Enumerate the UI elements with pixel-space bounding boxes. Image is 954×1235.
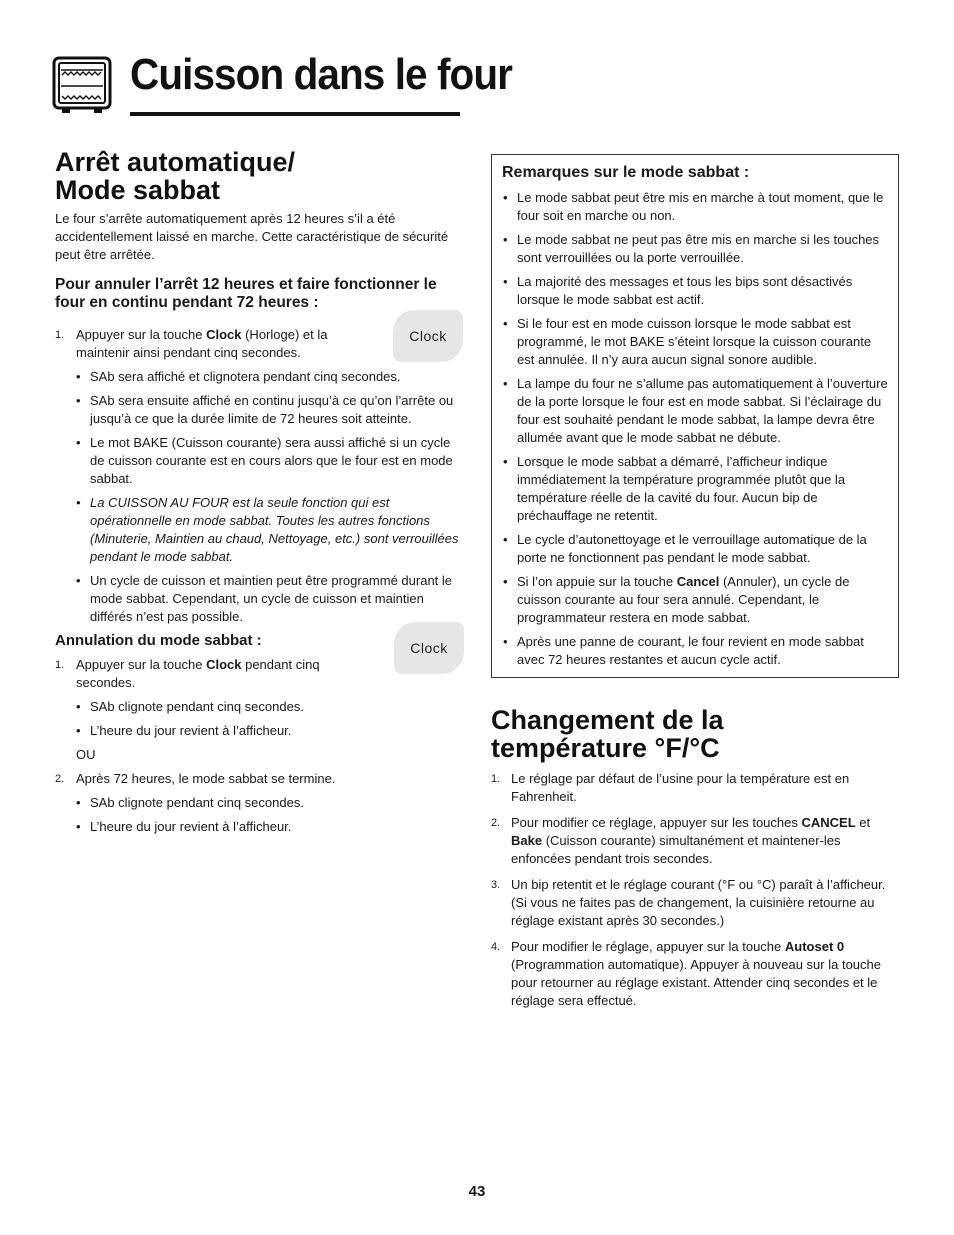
key-name: Clock bbox=[206, 657, 242, 672]
page-header bbox=[52, 50, 512, 118]
annul-heading: Annulation du mode sabbat : bbox=[55, 632, 262, 649]
temperature-steps bbox=[491, 770, 899, 1010]
step-item bbox=[55, 326, 465, 362]
list-item: • L’heure du jour revient à l’afficheur. bbox=[76, 722, 465, 740]
list-item: • La CUISSON AU FOUR est la seule fonction qui est opérationnelle en mode sabbat. Toutes les autres fonctions (Minuterie, Maintien au chaud, Nettoyage, etc.) sont verrouillées pendant le mode sabbat. bbox=[76, 494, 465, 566]
step-number: 1. bbox=[491, 773, 501, 785]
step-number: 3. bbox=[491, 879, 501, 891]
cancel-12h-heading: Pour annuler l’arrêt 12 heures et faire fonctionner le four en continu pendant 72 heures : bbox=[55, 276, 437, 311]
heading-line: Changement de la bbox=[491, 705, 724, 735]
key-name: Clock bbox=[206, 327, 242, 342]
bullet-list bbox=[55, 368, 465, 626]
left-column bbox=[55, 148, 465, 836]
notes-list bbox=[502, 189, 888, 669]
oven-icon bbox=[52, 56, 112, 114]
right-column bbox=[491, 154, 899, 1010]
bullet-list bbox=[55, 698, 465, 740]
step-number: 2. bbox=[55, 773, 65, 785]
step-text: (Horloge) et la maintenir ainsi pendant cinq secondes. bbox=[76, 327, 328, 360]
step-text: pendant cinq secondes. bbox=[76, 657, 320, 690]
step-item bbox=[491, 876, 899, 930]
list-item: • La majorité des messages et tous les bips sont désactivés lorsque le mode sabbat est actif. bbox=[502, 273, 888, 309]
page-number: 43 bbox=[468, 1183, 486, 1200]
bullet-list bbox=[55, 794, 465, 836]
step-text: (Programmation automatique). Appuyer à nouveau sur la touche pour retourner au réglage existant. Attender cinq secondes et le réglage sera effectué. bbox=[511, 957, 881, 1008]
section-heading-temperature bbox=[491, 706, 899, 762]
clock-key-button[interactable] bbox=[394, 622, 464, 674]
step-text: et bbox=[855, 815, 871, 830]
list-item: • Le mode sabbat ne peut pas être mis en marche si les touches sont verrouillées ou la porte verrouillée. bbox=[502, 231, 888, 267]
step-number: 1. bbox=[55, 659, 65, 671]
step-text: Appuyer sur la touche bbox=[76, 657, 207, 672]
step-number: 1. bbox=[55, 329, 65, 341]
note-text: Si l’on appuie sur la touche bbox=[517, 574, 677, 589]
heading-line: température °F/°C bbox=[491, 733, 720, 763]
list-item: • Après une panne de courant, le four revient en mode sabbat avec 72 heures restantes et aucun cycle actif. bbox=[502, 633, 888, 669]
list-item: • Le mot BAKE (Cuisson courante) sera aussi affiché si un cycle de cuisson courante est en cours alors que le four est en mode sabbat. bbox=[76, 434, 465, 488]
clock-key-button[interactable] bbox=[393, 310, 463, 362]
list-item: • Si le four est en mode cuisson lorsque le mode sabbat est programmé, le mot BAKE s’éteint lorsque la cuisson courante est annulée. Il n’y aura aucun signal sonore audible. bbox=[502, 315, 888, 369]
intro-paragraph: Le four s’arrête automatiquement après 12 heures s’il a été accidentellement laissé en marche. Cette caractéristique de sécurité peut être arrêtée. bbox=[55, 211, 449, 262]
list-item: • Un cycle de cuisson et maintien peut être programmé durant le mode sabbat. Cependant, un cycle de cuisson et maintien différés n’est pas possible. bbox=[76, 572, 465, 626]
key-name: Cancel bbox=[676, 574, 720, 589]
temperature-section bbox=[491, 706, 899, 1010]
notes-heading: Remarques sur le mode sabbat : bbox=[502, 164, 750, 181]
list-item: • SAb clignote pendant cinq secondes. bbox=[76, 794, 465, 812]
list-item: • L’heure du jour revient à l’afficheur. bbox=[76, 818, 465, 836]
step-text: (Cuisson courante) simultanément et maintener-les enfoncées pendant trois secondes. bbox=[511, 833, 841, 866]
or-separator: OU bbox=[76, 747, 96, 762]
list-item bbox=[502, 573, 888, 627]
step-number: 2. bbox=[491, 817, 501, 829]
list-item: • La lampe du four ne s’allume pas automatiquement à l’ouverture de la porte lorsque le four est en mode sabbat. Si l’éclairage du four est souhaité pendant le mode sabbat, la lampe devra être allumée avant que le mode sabbat ne débute. bbox=[502, 375, 888, 447]
list-item: • SAb sera affiché et clignotera pendant cinq secondes. bbox=[76, 368, 465, 386]
key-name: Bake bbox=[511, 833, 543, 848]
key-name: CANCEL bbox=[801, 815, 856, 830]
step-text: Après 72 heures, le mode sabbat se termine. bbox=[76, 771, 336, 786]
heading-line: Mode sabbat bbox=[55, 175, 221, 205]
clock-key-label: Clock bbox=[410, 640, 448, 656]
sabbat-notes-box bbox=[491, 154, 899, 678]
step-text: Pour modifier le réglage, appuyer sur la touche bbox=[511, 939, 785, 954]
key-name: Autoset 0 bbox=[784, 939, 845, 954]
heading-line: Arrêt automatique/ bbox=[55, 147, 296, 177]
step-text: Le réglage par défaut de l’usine pour la température est en Fahrenheit. bbox=[511, 771, 850, 804]
step-number: 4. bbox=[491, 941, 501, 953]
step-item bbox=[491, 814, 899, 868]
list-item: • SAb clignote pendant cinq secondes. bbox=[76, 698, 465, 716]
list-item: • SAb sera ensuite affiché en continu jusqu’à ce qu’on l’arrête ou jusqu’à ce que la durée limite de 72 heures soit atteinte. bbox=[76, 392, 465, 428]
step-item bbox=[55, 770, 465, 788]
list-item: • Lorsque le mode sabbat a démarré, l’afficheur indique immédiatement la température programmée plutôt que la température réelle de la cavité du four. Aucun bip de préchauffage ne retentit. bbox=[502, 453, 888, 525]
step-text: Pour modifier ce réglage, appuyer sur les touches bbox=[511, 815, 802, 830]
step-item bbox=[491, 938, 899, 1010]
step-item bbox=[491, 770, 899, 806]
step-text: Un bip retentit et le réglage courant (°F ou °C) paraît à l’afficheur. (Si vous ne faites pas de changement, la cuisinière retourne au réglage existant après 30 secondes.) bbox=[511, 877, 886, 928]
section-heading-sabbat bbox=[55, 148, 465, 204]
list-item: • Le mode sabbat peut être mis en marche à tout moment, que le four soit en marche ou non. bbox=[502, 189, 888, 225]
clock-key-label: Clock bbox=[409, 328, 447, 344]
title-rule bbox=[130, 112, 460, 116]
step-text: Appuyer sur la touche bbox=[76, 327, 207, 342]
list-item: • Le cycle d’autonettoyage et le verrouillage automatique de la porte ne fonctionnent pas pendant le mode sabbat. bbox=[502, 531, 888, 567]
note-text: (Annuler), un cycle de cuisson courante au four sera annulé. Cependant, le programmateur restera en mode sabbat. bbox=[517, 574, 850, 625]
page-title: Cuisson dans le four bbox=[130, 50, 512, 99]
